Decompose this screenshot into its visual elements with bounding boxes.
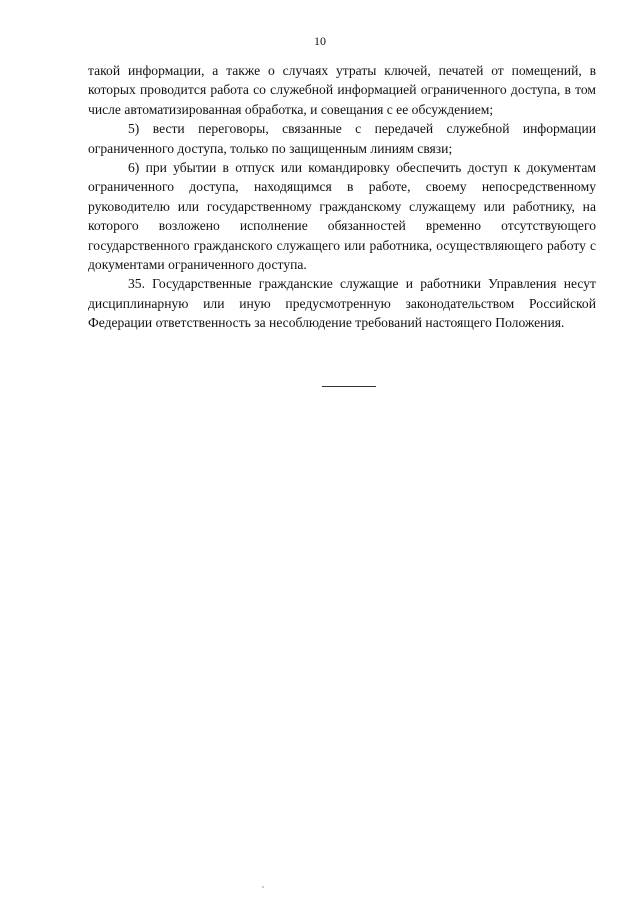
paragraph-item-6: 6) при убытии в отпуск или командировку обеспечить доступ к документам ограниченного доступа, находящимся в работе, своему непосредственному руководителю или государственному гражданскому служащему или работнику, на которого возложено исполнение обязанностей временно отсутствующего государственного гражданского служащего или работника, осуществляющего работу с документами ограниченного доступа.: [88, 160, 596, 273]
scan-speck: [262, 886, 264, 888]
paragraph-continuation: такой информации, а также о случаях утраты ключей, печатей от помещений, в которых проводится работа со служебной информацией ограниченного доступа, в том числе автоматизированная обработка, и совещания с ее обсуждением;: [88, 63, 596, 117]
paragraph-item-5: 5) вести переговоры, связанные с передачей служебной информации ограниченного доступа, только по защищенным линиям связи;: [88, 121, 596, 156]
paragraph-clause-35: 35. Государственные гражданские служащие и работники Управления несут дисциплинарную или иную предусмотренную законодательством Российской Федерации ответственность за несоблюдение требований настоящего Положения.: [88, 276, 596, 331]
page-number: 10: [314, 34, 326, 48]
end-of-document-rule: [304, 386, 376, 387]
document-body: [88, 61, 596, 333]
